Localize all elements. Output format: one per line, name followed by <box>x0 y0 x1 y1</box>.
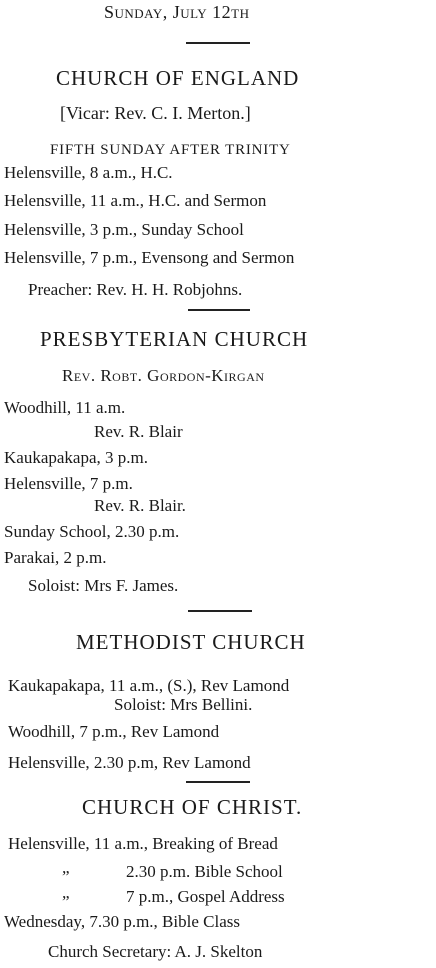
date-line: Sunday, July 12th <box>104 2 250 22</box>
service-line: Helensville, 7 p.m., Evensong and Sermon <box>4 248 295 267</box>
divider-rule <box>188 610 252 612</box>
preacher-line: Rev. R. Blair <box>94 422 183 441</box>
service-line: Woodhill, 11 a.m. <box>4 398 126 417</box>
service-line: Helensville, 2.30 p.m, Rev Lamond <box>8 753 251 772</box>
ditto-mark: „ <box>62 858 70 877</box>
vicar-line: [Vicar: Rev. C. I. Merton.] <box>60 103 251 123</box>
soloist-line: Soloist: Mrs Bellini. <box>114 695 253 714</box>
service-line: 7 p.m., Gospel Address <box>126 887 285 906</box>
preacher-line: Preacher: Rev. H. H. Robjohns. <box>28 280 243 299</box>
section-title-presbyterian: PRESBYTERIAN CHURCH <box>40 327 309 351</box>
service-line: Helensville, 8 a.m., H.C. <box>4 163 173 182</box>
section-title-anglican: CHURCH OF ENGLAND <box>56 66 300 90</box>
divider-rule <box>186 42 250 44</box>
minister-line: Rev. Robt. Gordon-Kirgan <box>62 366 265 385</box>
divider-rule <box>186 781 250 783</box>
section-title-methodist: METHODIST CHURCH <box>76 630 306 654</box>
service-line: Helensville, 11 a.m., Breaking of Bread <box>8 834 278 853</box>
soloist-line: Soloist: Mrs F. James. <box>28 576 179 595</box>
service-line: Kaukapakapa, 11 a.m., (S.), Rev Lamond <box>8 676 290 695</box>
service-line: Kaukapakapa, 3 p.m. <box>4 448 148 467</box>
secretary-line: Church Secretary: A. J. Skelton <box>48 942 263 961</box>
service-line: Helensville, 3 p.m., Sunday School <box>4 220 244 239</box>
ditto-mark: „ <box>62 883 70 902</box>
service-line: Wednesday, 7.30 p.m., Bible Class <box>4 912 240 931</box>
service-line: 2.30 p.m. Bible School <box>126 862 283 881</box>
service-line: Helensville, 7 p.m. <box>4 474 133 493</box>
service-line: Parakai, 2 p.m. <box>4 548 107 567</box>
service-line: Helensville, 11 a.m., H.C. and Sermon <box>4 191 267 210</box>
preacher-line: Rev. R. Blair. <box>94 496 186 515</box>
section-title-church-of-christ: CHURCH OF CHRIST. <box>82 795 303 819</box>
divider-rule <box>188 309 250 311</box>
service-line: Sunday School, 2.30 p.m. <box>4 522 180 541</box>
service-line: Woodhill, 7 p.m., Rev Lamond <box>8 722 220 741</box>
occasion-line: FIFTH SUNDAY AFTER TRINITY <box>50 142 291 158</box>
